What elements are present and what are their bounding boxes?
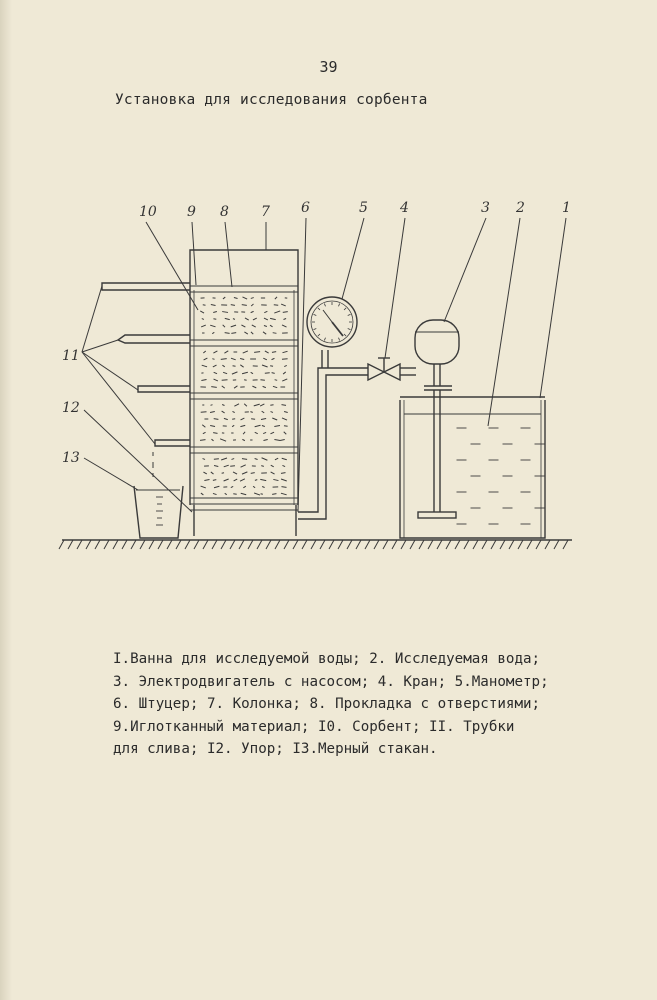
sorbent-mark (255, 425, 261, 426)
sorbent-mark (212, 332, 214, 333)
ground-hatch-mark (554, 540, 559, 549)
ground-hatch-mark (410, 540, 415, 549)
ground-hatch-mark (113, 540, 118, 549)
sorbent-mark (283, 318, 286, 319)
sorbent-mark (282, 465, 285, 466)
ground-hatch-mark (77, 540, 82, 549)
sorbent-mark (202, 365, 207, 367)
sorbent-mark (211, 304, 216, 305)
sorbent-mark (284, 426, 288, 427)
ground-hatch-mark (194, 540, 199, 549)
sorbent-mark (272, 352, 276, 353)
sorbent-mark (240, 359, 244, 360)
sorbent-mark (270, 366, 273, 367)
sorbent-mark (231, 333, 236, 334)
sorbent-mark (240, 479, 245, 481)
sorbent-mark (280, 439, 285, 440)
sorbent-mark (222, 405, 224, 406)
sorbent-mark (201, 325, 206, 327)
sorbent-mark (281, 479, 287, 481)
sorbent-mark (262, 426, 265, 427)
sorbent-mark (210, 411, 215, 412)
sorbent-mark (260, 404, 264, 406)
sorbent-mark (244, 404, 247, 406)
sorbent-mark (273, 333, 277, 334)
measuring-beaker (134, 486, 183, 538)
ground-line (59, 540, 572, 549)
ground-hatch-mark (104, 540, 109, 549)
ground-hatch-mark (149, 540, 154, 549)
sorbent-mark (225, 493, 227, 494)
figure-title: Установка для исследования сорбента (115, 92, 428, 108)
sorbent-mark (234, 297, 238, 298)
sorbent-mark (263, 332, 266, 334)
ground-hatch-mark (437, 540, 442, 549)
ground-hatch-mark (275, 540, 280, 549)
label-12: 12 (62, 400, 80, 416)
ground-hatch-mark (401, 540, 406, 549)
sorbent-mark (281, 487, 286, 488)
sorbent-mark (254, 493, 260, 495)
ground-hatch-mark (95, 540, 100, 549)
sorbent-mark (272, 494, 276, 495)
sorbent-mark (213, 493, 217, 494)
dial-tick (314, 314, 317, 315)
sorbent-mark (270, 405, 273, 406)
sorbent-mark (211, 439, 213, 441)
sorbent-mark (240, 425, 245, 426)
ground-hatch-mark (203, 540, 208, 549)
sorbent-mark (250, 412, 252, 413)
sorbent-mark (274, 311, 280, 313)
sorbent-mark (281, 304, 286, 306)
sorbent-mark (231, 486, 233, 487)
sorbent-mark (251, 298, 254, 299)
sorbent-mark (275, 458, 278, 460)
sorbent-mark (225, 333, 230, 334)
sorbent-mark (262, 365, 268, 367)
caption-line: 9.Иглотканный материал; I0. Сорбент; II. Трубки (113, 718, 515, 735)
sorbent-mark (204, 358, 208, 360)
sorbent-mark (260, 479, 266, 480)
ground-hatch-mark (302, 540, 307, 549)
dial-tick (324, 304, 325, 307)
sorbent-mark (220, 439, 226, 441)
sorbent-mark (200, 311, 204, 313)
ground-hatch-mark (248, 540, 253, 549)
sorbent-mark (241, 325, 245, 327)
ground-hatch-mark (68, 540, 73, 549)
ground-hatch-mark (536, 540, 541, 549)
ground-hatch-mark (140, 540, 145, 549)
sorbent-mark (264, 311, 267, 312)
dial-tick (314, 329, 317, 330)
sorbent-mark (243, 486, 246, 488)
dial-tick (318, 308, 320, 310)
sorbent-mark (261, 419, 266, 420)
sorbent-mark (223, 297, 225, 299)
ground-hatch-mark (311, 540, 316, 549)
sorbent-mark (281, 473, 286, 474)
sorbent-mark (224, 479, 229, 481)
sorbent-mark (252, 325, 256, 327)
sorbent-mark (251, 311, 254, 312)
label-5: 5 (359, 200, 368, 216)
sorbent-mark (274, 440, 280, 441)
sorbent-mark (200, 440, 205, 441)
sorbent-mark (243, 432, 245, 434)
ground-hatch-mark (527, 540, 532, 549)
label-10: 10 (139, 204, 157, 220)
label-7: 7 (261, 204, 270, 220)
sorbent-mark (253, 318, 257, 320)
sorbent-mark (204, 479, 209, 480)
sorbent-mark (243, 351, 248, 353)
valve (368, 358, 416, 380)
sorbent-mark (283, 372, 286, 374)
sorbent-mark (275, 380, 278, 381)
sorbent-mark (245, 318, 249, 320)
sorbent-mark (252, 386, 256, 388)
caption-line: 6. Штуцер; 7. Колонка; 8. Прокладка с отверстиями; (113, 696, 541, 713)
sorbent-mark (270, 325, 273, 327)
sorbent-mark (273, 479, 278, 480)
sorbent-mark (281, 493, 287, 495)
sorbent-mark (213, 351, 217, 353)
ground-hatch-mark (464, 540, 469, 549)
sorbent-mark (233, 319, 235, 320)
ground-hatch-mark (239, 540, 244, 549)
sorbent-mark (222, 411, 225, 413)
sorbent-mark (284, 432, 287, 434)
sorbent-mark (270, 318, 276, 319)
caption-line: 3. Электродвигатель с насосом; 4. Кран; 5.Манометр; (113, 673, 549, 690)
dial-tick (348, 314, 351, 315)
sorbent-mark (242, 459, 247, 460)
motor-pump (415, 320, 459, 518)
sorbent-mark (282, 379, 287, 381)
sorbent-mark (213, 319, 216, 320)
sorbent-mark (234, 479, 238, 481)
sorbent-mark (244, 332, 247, 334)
sorbent-mark (262, 487, 264, 488)
ground-hatch-mark (257, 540, 262, 549)
sorbent-mark (210, 426, 215, 427)
ground-hatch-mark (446, 540, 451, 549)
sorbent-mark (223, 325, 225, 327)
ground-hatch-mark (482, 540, 487, 549)
ground-hatch-mark (167, 540, 172, 549)
sorbent-mark (251, 304, 253, 306)
sorbent-mark (260, 380, 264, 381)
label-2: 2 (516, 200, 525, 216)
dial-tick (318, 334, 320, 336)
sorbent-mark (210, 325, 215, 327)
ground-hatch-mark (392, 540, 397, 549)
sorbent-mark (203, 459, 206, 460)
sorbent-mark (272, 373, 275, 374)
sorbent-mark (274, 426, 280, 427)
sorbent-mark (254, 404, 260, 406)
ground-hatch-mark (419, 540, 424, 549)
ground-hatch-mark (563, 540, 568, 549)
sorbent-mark (264, 318, 268, 320)
ground-hatch-mark (284, 540, 289, 549)
ground-hatch-mark (500, 540, 505, 549)
sorbent-mark (211, 472, 214, 474)
label-3: 3 (481, 200, 490, 216)
sorbent-mark (283, 351, 288, 352)
sorbent-mark (272, 358, 275, 359)
sorbent-mark (202, 425, 205, 427)
label-1: 1 (562, 200, 571, 216)
sorbent-mark (231, 325, 236, 327)
ground-hatch-mark (365, 540, 370, 549)
sorbent-mark (202, 319, 204, 320)
ground-hatch-mark (347, 540, 352, 549)
sorbent-mark (211, 387, 217, 388)
dial-tick (348, 329, 351, 330)
manometer (307, 297, 357, 368)
label-6: 6 (301, 200, 310, 216)
ground-hatch-mark (338, 540, 343, 549)
sorbent-mark (262, 411, 265, 413)
sorbent-mark (271, 412, 273, 413)
sorbent-mark (242, 439, 244, 440)
sorbent-mark (213, 365, 217, 367)
sorbent-mark (283, 312, 288, 313)
sorbent-mark (213, 433, 217, 434)
ground-hatch-mark (491, 540, 496, 549)
sorbent-mark (255, 459, 258, 460)
drain-tubes (102, 283, 190, 446)
ground-hatch-mark (176, 540, 181, 549)
sorbent-mark (232, 425, 234, 426)
caption-line: I.Ванна для исследуемой воды; 2. Исследуемая вода; (113, 651, 541, 667)
sorbent-mark (244, 380, 246, 381)
page-number: 39 (319, 58, 338, 76)
sorbent-mark (213, 312, 217, 313)
supply-pipe (298, 368, 368, 519)
sorbent-mark (271, 472, 275, 474)
sorbent-mark (282, 418, 287, 420)
sorbent-mark (281, 405, 286, 406)
sorbent-fill (200, 297, 288, 495)
sorbent-mark (263, 358, 267, 360)
sorbent-mark (242, 472, 247, 474)
sorbent-mark (272, 418, 277, 420)
sorbent-mark (222, 312, 228, 313)
sorbent-mark (214, 372, 217, 373)
sorbent-mark (242, 297, 247, 299)
sorbent-mark (270, 432, 274, 434)
dial-tick (344, 308, 346, 310)
ground-hatch-mark (455, 540, 460, 549)
sorbent-mark (265, 351, 269, 353)
sorbent-mark (251, 332, 253, 334)
sorbent-mark (222, 386, 225, 388)
dial-tick (339, 304, 340, 307)
sorbent-mark (224, 418, 228, 419)
sorbent-mark (255, 480, 257, 481)
sorbent-mark (241, 418, 245, 420)
ground-hatch-mark (212, 540, 217, 549)
sorbent-mark (263, 439, 267, 440)
sorbent-mark (213, 480, 216, 481)
sorbent-mark (253, 486, 255, 487)
sorbent-mark (221, 359, 227, 360)
sorbent-mark (242, 305, 247, 306)
sorbent-mark (232, 372, 238, 374)
sorbent-mark (234, 404, 239, 406)
ground-hatch-mark (356, 540, 361, 549)
sorbent-mark (251, 372, 253, 373)
sorbent-mark (242, 372, 248, 374)
sorbent-mark (231, 358, 236, 360)
ground-hatch-mark (545, 540, 550, 549)
ground-hatch-mark (86, 540, 91, 549)
sorbent-mark (214, 379, 218, 381)
caption-line: для слива; I2. Упор; I3.Мерный стакан. (113, 741, 438, 758)
ground-hatch-mark (230, 540, 235, 549)
sorbent-mark (221, 458, 227, 460)
sorbent-mark (275, 297, 277, 299)
ground-hatch-mark (266, 540, 271, 549)
sorbent-mark (282, 458, 287, 459)
ground-hatch-mark (221, 540, 226, 549)
sorbent-mark (232, 419, 235, 420)
dial-tick (324, 338, 325, 341)
ground-hatch-mark (374, 540, 379, 549)
ground-hatch-mark (518, 540, 523, 549)
sorbent-mark (273, 386, 277, 387)
label-4: 4 (400, 200, 409, 216)
ground-hatch-mark (158, 540, 163, 549)
sorbent-mark (232, 411, 234, 412)
label-9: 9 (187, 204, 196, 220)
sorbent-mark (203, 432, 206, 433)
sorbent-mark (234, 386, 237, 388)
ground-hatch-mark (509, 540, 514, 549)
ground-hatch-mark (59, 540, 64, 549)
sorbent-mark (231, 459, 234, 460)
sorbent-mark (222, 365, 224, 367)
sorbent-mark (271, 465, 274, 467)
ground-hatch-mark (131, 540, 136, 549)
sorbent-mark (284, 365, 287, 366)
sorbent-mark (251, 473, 255, 474)
sorbent-mark (203, 351, 205, 353)
sorbent-mark (240, 365, 243, 367)
sorbent-mark (214, 419, 219, 420)
sorbent-mark (241, 465, 246, 467)
sorbent-mark (212, 359, 214, 360)
dial-tick (344, 334, 346, 336)
sorbent-mark (223, 372, 227, 373)
sorbent-mark (224, 465, 229, 467)
sorbent-mark (210, 405, 212, 406)
sorbent-mark (201, 486, 206, 488)
sorbent-mark (282, 325, 286, 327)
sorbent-mark (264, 325, 267, 326)
dial-tick (339, 338, 340, 341)
sorbent-mark (284, 412, 288, 413)
sorbent-mark (261, 466, 264, 467)
sorbent-mark (201, 493, 203, 495)
bath (400, 397, 545, 538)
sorbent-mark (224, 351, 228, 353)
sorbent-mark (262, 458, 268, 460)
sorbent-mark (222, 380, 228, 381)
ground-hatch-mark (185, 540, 190, 549)
leader-lines (82, 218, 566, 512)
ground-hatch-mark (122, 540, 127, 549)
ground-hatch-mark (428, 540, 433, 549)
part-labels (62, 200, 571, 466)
sorbent-mark (255, 432, 258, 433)
ground-hatch-mark (383, 540, 388, 549)
figure-caption (113, 648, 573, 761)
ground-hatch-mark (473, 540, 478, 549)
sorbent-mark (225, 318, 230, 319)
sorbent-mark (233, 472, 237, 474)
sorbent-mark (214, 486, 219, 488)
label-13: 13 (62, 450, 80, 466)
label-8: 8 (220, 204, 229, 220)
sorbent-mark (254, 352, 260, 353)
sorbent-mark (203, 472, 206, 474)
sorbent-mark (263, 386, 266, 387)
sorbent-mark (214, 465, 218, 466)
sorbent-mark (241, 493, 246, 494)
label-11: 11 (62, 348, 80, 364)
ground-hatch-mark (293, 540, 298, 549)
ground-hatch-mark (329, 540, 334, 549)
sorbent-mark (263, 432, 266, 433)
sorbent-mark (201, 379, 206, 380)
sorbent-mark (231, 305, 235, 306)
ground-hatch-mark (320, 540, 325, 549)
